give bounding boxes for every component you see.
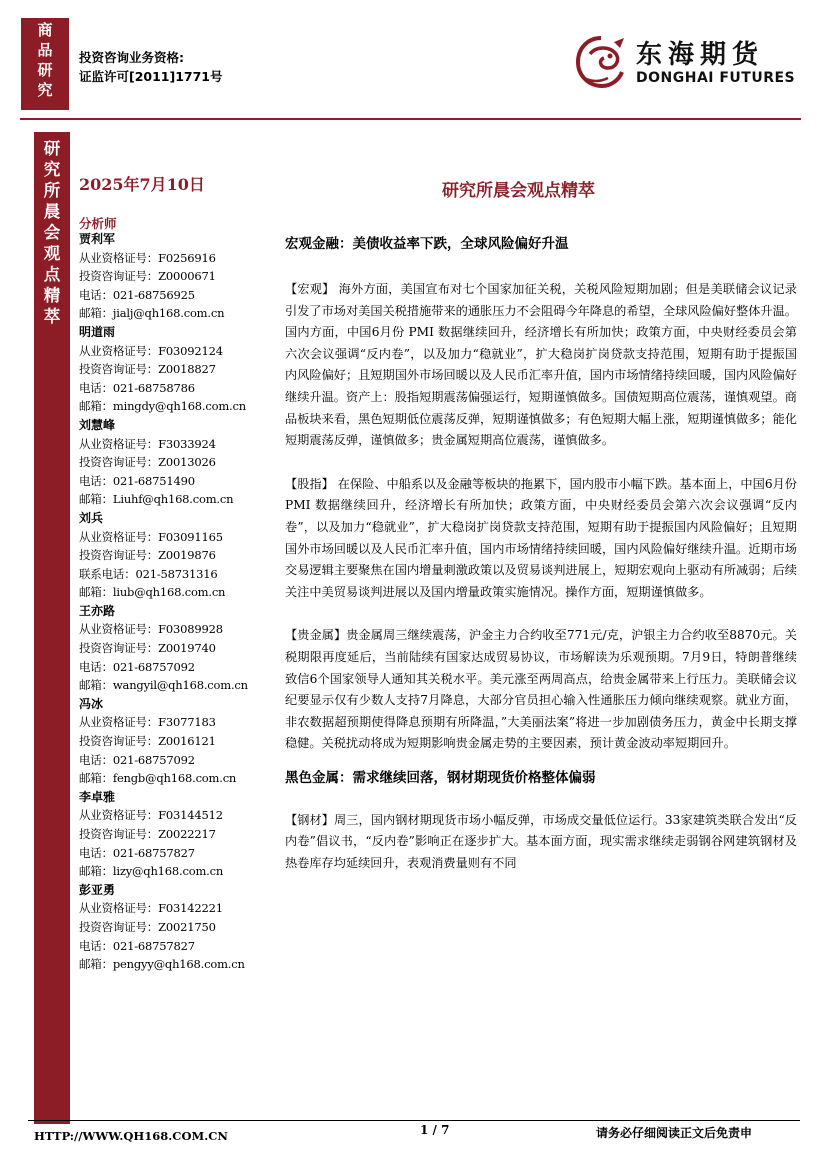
footer-website-link[interactable]: HTTP://WWW.QH168.COM.CN [34, 1129, 228, 1143]
analyst-email: 邮箱：wangyil@qh168.com.cn [79, 678, 248, 693]
analyst-card [79, 881, 269, 974]
report-date: 2025年7月10日 [79, 175, 205, 194]
page-number: 1 / 7 [420, 1123, 450, 1137]
company-logo [570, 30, 800, 96]
analyst-consult-license: 投资咨询证号：Z0000671 [79, 269, 216, 284]
section-heading-ferrous: 黑色金属：需求继续回落，钢材期现货价格整体偏弱 [285, 769, 596, 786]
analyst-email: 邮箱：lizy@qh168.com.cn [79, 864, 224, 879]
paragraph-equity-index: 【股指】 在保险、中船系以及金融等板块的拖累下，国内股市小幅下跌。基本面上，中国6月份 PMI 数据继续回升，经济增长有所加快；政策方面，中央财经委员会第六次会议强调“反内卷”，以及加力“稳就业”，扩大稳岗扩岗贷款支持范围，短期有助于提振国内风险偏好；且短期国外市场回暖以及人民币汇率升值，国内市场情绪持续回暖，国内风险偏好继续升温。近期市场交易逻辑主要聚焦在国内增量刺激政策以及贸易谈判进展上，短期宏观向上驱动有所减弱；后续关注中美贸易谈判进展以及国内增量政策实施情况。操作方面，短期谨慎做多。 [285, 476, 797, 599]
analyst-phone: 电话：021-68757092 [79, 752, 195, 767]
category-tag-char: 究 [37, 81, 53, 99]
analyst-name: 刘兵 [79, 510, 104, 525]
analyst-license: 从业资格证号：F03092124 [79, 343, 223, 358]
report-body [285, 230, 797, 875]
paragraph-macro: 【宏观】 海外方面，美国宣布对七个国家加征关税，关税风险短期加剧；但是美联储会议记录引发了市场对美国关税措施带来的通胀压力不会阻碍今年降息的希望，全球风险偏好整体升温。国内方面，中国6月份 PMI 数据继续回升，经济增长有所加快；政策方面，中央财经委员会第六次会议强调“反内卷”，以及加力“稳就业”，扩大稳岗扩岗贷款支持范围，短期有助于提振国内风险偏好；且短期国外市场回暖以及人民币汇率升值，国内市场情绪持续回暖，国内风险偏好继续升温。资产上：股指短期震荡偏强运行，短期谨慎做多。国债短期高位震荡，谨慎观望。商品板块来看，黑色短期低位震荡反弹，短期谨慎做多；有色短期大幅上涨，短期谨慎做多；能化短期震荡反弹，谨慎做多；贵金属短期高位震荡，谨慎做多。 [285, 282, 797, 448]
side-title-char: 晨 [43, 202, 61, 221]
category-tag-char: 研 [37, 61, 53, 79]
analyst-name: 彭亚勇 [79, 882, 116, 897]
analyst-card [79, 788, 269, 881]
analyst-name: 冯冰 [79, 696, 104, 711]
side-title-char: 研 [43, 139, 61, 158]
analyst-license: 从业资格证号：F03091165 [79, 529, 223, 544]
footer-divider [28, 1120, 800, 1121]
analyst-list [79, 230, 269, 974]
side-title-char: 所 [43, 181, 61, 200]
side-banner-title [34, 138, 70, 327]
qualification-line-1: 投资咨询业务资格: [79, 50, 184, 65]
footer-disclaimer: 请务必仔细阅读正文后免责申 [596, 1126, 753, 1140]
analyst-name: 明道雨 [79, 324, 116, 339]
analyst-email: 邮箱：liub@qh168.com.cn [79, 585, 226, 600]
analyst-card [79, 602, 269, 695]
analyst-phone: 联系电话：021-58731316 [79, 566, 218, 581]
analyst-phone: 电话：021-68757827 [79, 938, 195, 953]
analyst-consult-license: 投资咨询证号：Z0018827 [79, 362, 216, 377]
analyst-email: 邮箱：pengyy@qh168.com.cn [79, 957, 245, 972]
qualification-line-2: 证监许可[2011]1771号 [79, 69, 223, 84]
side-title-char: 精 [43, 286, 61, 305]
analyst-email: 邮箱：Liuhf@qh168.com.cn [79, 492, 234, 507]
analyst-email: 邮箱：jialj@qh168.com.cn [79, 306, 225, 321]
category-tag-char: 品 [37, 41, 53, 59]
analyst-consult-license: 投资咨询证号：Z0013026 [79, 455, 216, 470]
category-tag [21, 18, 69, 110]
analyst-license: 从业资格证号：F03089928 [79, 622, 223, 637]
side-title-char: 观 [43, 244, 61, 263]
analyst-license: 从业资格证号：F3033924 [79, 436, 216, 451]
analyst-license: 从业资格证号：F03144512 [79, 808, 223, 823]
paragraph-steel: 【钢材】周三，国内钢材期现货市场小幅反弹，市场成交量低位运行。33家建筑类联合发出“反内卷”倡议书，“反内卷”影响正在逐步扩大。基本面方面，现实需求继续走弱钢谷网建筑钢材及热卷库存均延续回升，表观消费量则有不同 [285, 812, 797, 871]
analyst-name: 王亦路 [79, 603, 116, 618]
analyst-license: 从业资格证号：F03142221 [79, 901, 223, 916]
section-heading-macro: 宏观金融：美债收益率下跌，全球风险偏好升温 [285, 236, 569, 252]
side-banner [34, 132, 70, 1124]
analyst-phone: 电话：021-68751490 [79, 473, 195, 488]
analyst-license: 从业资格证号：F0256916 [79, 250, 216, 265]
analyst-name: 刘慧峰 [79, 417, 116, 432]
analyst-name: 李卓雅 [79, 789, 116, 804]
side-title-char: 会 [43, 223, 61, 242]
paragraph-precious-metals: 【贵金属】贵金属周三继续震荡，沪金主力合约收至771元/克，沪银主力合约收至8870元。关税期限再度延后，当前陆续有国家达成贸易协议，市场解读为乐观预期。7月9日，特朗普继续致信6个国家领导人通知其关税水平。美元涨至两周高点，给贵金属带来上行压力。美联储会议纪要显示仅有少数人支持7月降息，大部分官员担心输入性通胀压力倾向继续观察。就业方面，非农数据超预期使得降息预期有所降温，”大美丽法案”将进一步加剧债务压力，黄金中长期支撑稳健。关税扰动将成为短期影响贵金属走势的主要因素，预计黄金波动率短期回升。 [285, 628, 797, 751]
side-title-char: 点 [43, 265, 61, 284]
logo-english-name: DONGHAI FUTURES [636, 70, 796, 86]
analyst-card [79, 323, 269, 416]
side-title-char: 究 [43, 160, 61, 179]
analysts-label: 分析师 [79, 216, 117, 231]
analyst-phone: 电话：021-68758786 [79, 380, 195, 395]
analyst-email: 邮箱：mingdy@qh168.com.cn [79, 399, 246, 414]
analyst-email: 邮箱：fengb@qh168.com.cn [79, 771, 237, 786]
analyst-consult-license: 投资咨询证号：Z0022217 [79, 827, 216, 841]
side-title-char: 萃 [43, 307, 61, 326]
analyst-card [79, 509, 269, 602]
analyst-consult-license: 投资咨询证号：Z0019740 [79, 641, 216, 656]
analyst-consult-license: 投资咨询证号：Z0021750 [79, 919, 216, 934]
analyst-card [79, 416, 269, 509]
analyst-phone: 电话：021-68757827 [79, 845, 195, 860]
category-tag-char: 商 [37, 21, 53, 39]
dragon-emblem-icon [570, 32, 632, 94]
header-divider [20, 118, 801, 120]
analyst-card [79, 230, 269, 323]
analyst-consult-license: 投资咨询证号：Z0016121 [79, 734, 216, 749]
analyst-consult-license: 投资咨询证号：Z0019876 [79, 548, 216, 563]
logo-chinese-name: 东海期货 [636, 40, 765, 70]
analyst-license: 从业资格证号：F3077183 [79, 715, 216, 730]
analyst-card [79, 695, 269, 788]
analyst-phone: 电话：021-68757092 [79, 659, 195, 674]
page-title: 研究所晨会观点精萃 [442, 181, 595, 201]
analyst-phone: 电话：021-68756925 [79, 287, 195, 302]
analyst-name: 贾利军 [79, 232, 116, 246]
